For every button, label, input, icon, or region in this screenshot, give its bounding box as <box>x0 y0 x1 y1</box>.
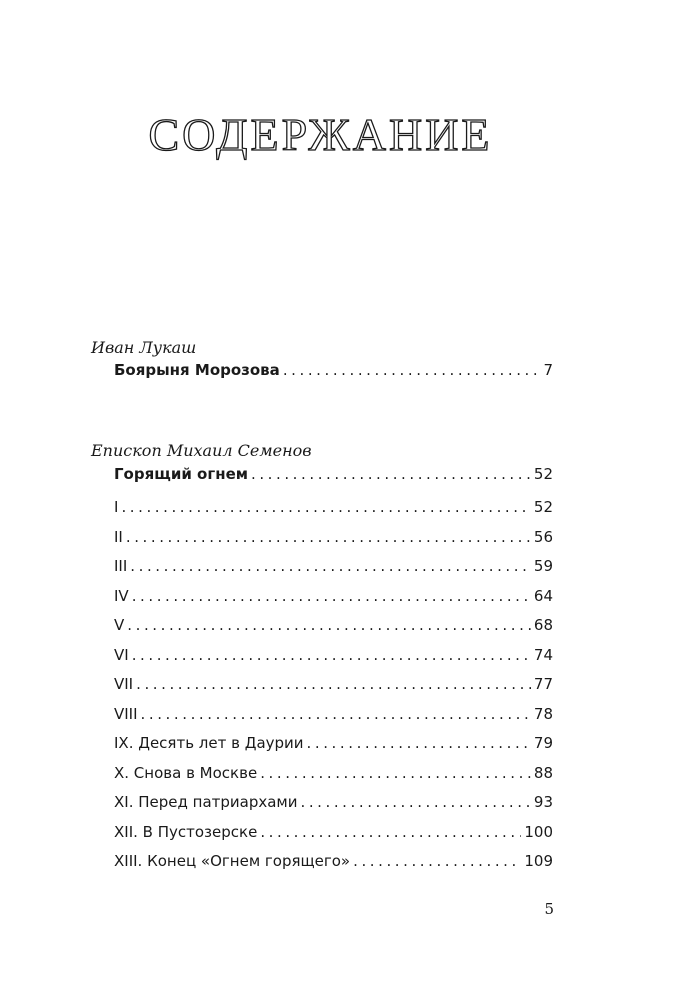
toc-entry[interactable] <box>114 732 553 754</box>
toc-entry-page: 52 <box>533 465 553 483</box>
toc-entry-label: Боярыня Морозова <box>114 361 280 379</box>
toc-entry-label: I <box>114 498 119 516</box>
toc-entry[interactable] <box>114 821 553 843</box>
toc-entry-page: 93 <box>533 793 553 811</box>
toc-entry-label: II <box>114 528 123 546</box>
toc-entry-label: IV <box>114 587 129 605</box>
leader-dots <box>307 732 531 754</box>
leader-dots <box>301 791 531 813</box>
toc-entry-page: 77 <box>533 675 553 693</box>
toc-entry-page: 79 <box>533 734 553 752</box>
page-title: СОДЕРЖАНИЕ <box>148 109 493 160</box>
toc-entry-label: VI <box>114 646 129 664</box>
toc-entry-label: VII <box>114 675 134 693</box>
toc-entry-label: IX. Десять лет в Даурии <box>114 734 304 752</box>
leader-dots <box>283 359 541 381</box>
toc-entry[interactable] <box>114 585 553 607</box>
page-number: 5 <box>544 900 554 918</box>
leader-dots <box>127 614 531 636</box>
toc-entry-label: V <box>114 616 125 634</box>
toc-entry[interactable] <box>114 673 553 695</box>
toc-entry-label: VIII <box>114 705 138 723</box>
leader-dots <box>126 526 531 548</box>
toc-entry[interactable] <box>114 644 553 666</box>
toc-entry-page: 74 <box>533 646 553 664</box>
toc-entry[interactable] <box>114 703 553 725</box>
toc-entry-page: 56 <box>533 528 553 546</box>
toc-entry-page: 68 <box>533 616 553 634</box>
toc-entry-label: XII. В Пустозерске <box>114 823 258 841</box>
toc-entry[interactable] <box>114 463 553 485</box>
leader-dots <box>121 496 530 518</box>
toc-entry-label: Горящий огнем <box>114 465 248 483</box>
toc-entry-label: X. Снова в Москве <box>114 764 258 782</box>
toc-entry-page: 59 <box>533 557 553 575</box>
toc-entry-label: XIII. Конец «Огнем горящего» <box>114 852 351 870</box>
leader-dots <box>132 644 531 666</box>
toc-entry[interactable] <box>114 555 553 577</box>
toc-entry[interactable] <box>114 496 553 518</box>
toc-entry-label: XI. Перед патриархами <box>114 793 298 811</box>
leader-dots <box>260 762 531 784</box>
toc-entry-page: 64 <box>533 587 553 605</box>
leader-dots <box>132 585 531 607</box>
leader-dots <box>260 821 521 843</box>
leader-dots <box>141 703 531 725</box>
toc-entry-page: 7 <box>543 361 553 379</box>
toc-entry-page: 78 <box>533 705 553 723</box>
toc-entry-page: 109 <box>524 852 553 870</box>
leader-dots <box>353 850 521 872</box>
toc-entry-page: 88 <box>533 764 553 782</box>
leader-dots <box>130 555 531 577</box>
leader-dots <box>251 463 531 485</box>
toc-entry[interactable] <box>114 614 553 636</box>
toc-entry[interactable] <box>114 762 553 784</box>
toc-entry-page: 100 <box>524 823 553 841</box>
leader-dots <box>136 673 531 695</box>
toc-entry-label: III <box>114 557 128 575</box>
toc-entry[interactable] <box>114 526 553 548</box>
toc-entry-page: 52 <box>533 498 553 516</box>
author-name: Иван Лукаш <box>91 338 197 357</box>
toc-entry[interactable] <box>114 791 553 813</box>
toc-entry[interactable] <box>114 359 553 381</box>
author-name: Епископ Михаил Семенов <box>91 441 312 460</box>
toc-entry[interactable] <box>114 850 553 872</box>
